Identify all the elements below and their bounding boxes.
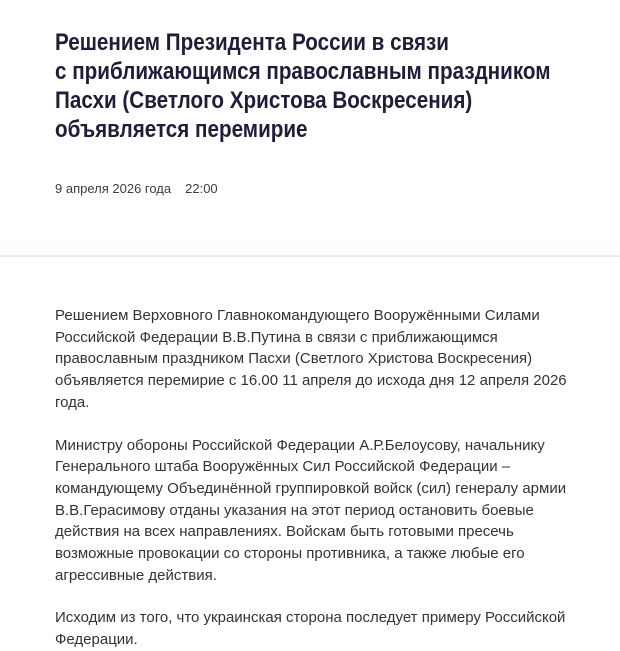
- article-header: [0, 0, 620, 197]
- divider-fade: [0, 240, 620, 255]
- article-meta: [55, 181, 580, 197]
- article-body: [0, 257, 620, 651]
- body-paragraph: Исходим из того, что украинская сторона последует примеру Российской Федерации.: [55, 609, 566, 649]
- article-title-line: объявляется перемирие: [55, 116, 308, 143]
- publication-time: 22:00: [185, 181, 218, 196]
- body-paragraph: Министру обороны Российской Федерации А.Р.Белоусову, начальнику Генерального штаба Вооружённых Сил Российской Федерации – командующему Объединённой группировкой войск (сил) генералу армии В.В.Герасимову отданы указания на этот период остановить боевые действия на всех направлениях. Войскам быть готовыми пресечь возможные провокации со стороны противника, а также любые его агрессивные действия.: [55, 436, 567, 584]
- article-title-line: Пасхи (Светлого Христова Воскресения): [55, 87, 473, 114]
- article-title-line: с приближающимся православным праздником: [55, 58, 551, 85]
- article-title-line: Решением Президента России в связи: [55, 29, 449, 56]
- publication-date: 9 апреля 2026 года: [55, 181, 172, 196]
- body-paragraph: Решением Верховного Главнокомандующего Вооружёнными Силами Российской Федерации В.В.Путина в связи с приближающимся православным праздником Пасхи (Светлого Христова Воскресения) объявляется перемирие с 16.00 11 апреля до исхода дня 12 апреля 2026 года.: [55, 307, 567, 411]
- article-title: [55, 28, 579, 144]
